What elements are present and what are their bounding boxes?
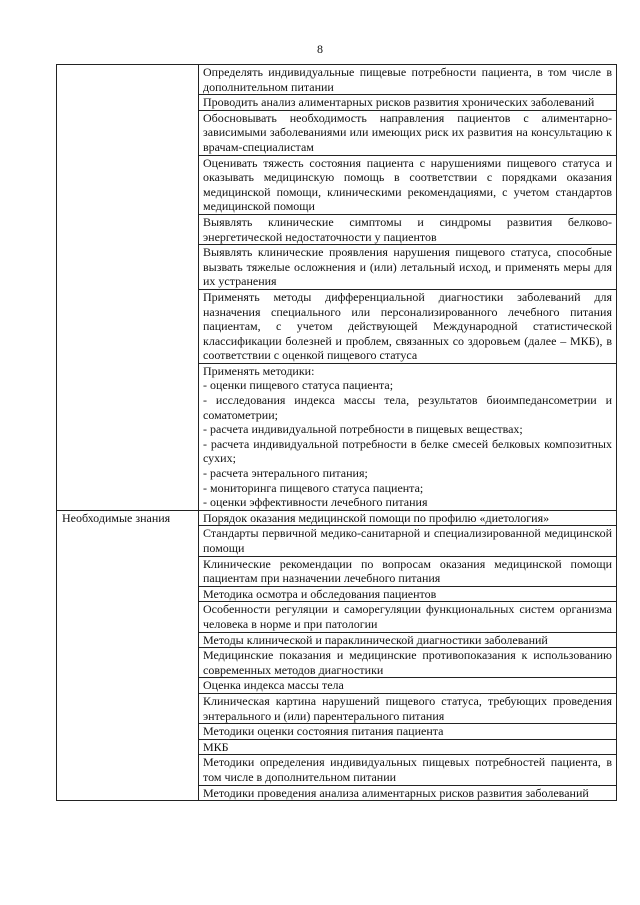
method-line: - исследования индекса массы тела, результатов биоимпедансометрии и соматометрии; xyxy=(203,393,612,422)
skill-item: Оценивать тяжесть состояния пациента с нарушениями пищевого статуса и оказывать медицинскую помощь в соответствии с порядками оказания медицинской помощи, клиническими рекомендациями, с учетом стандартов медицинской помощи xyxy=(199,155,617,214)
method-line: - расчета индивидуальной потребности в белке смесей белковых композитных сухих; xyxy=(203,436,612,466)
page-number: 8 xyxy=(317,42,323,56)
knowledge-item: МКБ xyxy=(199,739,617,755)
methods-cell xyxy=(199,363,617,510)
method-line: - мониторинга пищевого статуса пациента; xyxy=(203,480,424,495)
method-line: - оценки пищевого статуса пациента; xyxy=(203,378,394,393)
method-line: - расчета энтерального питания; xyxy=(203,466,368,481)
knowledge-item: Особенности регуляции и саморегуляции функциональных систем организма человека в норме и при патологии xyxy=(199,602,617,632)
knowledge-item: Стандарты первичной медико-санитарной и специализированной медицинской помощи xyxy=(199,526,617,556)
skills-label-cell xyxy=(57,65,199,511)
knowledge-item: Методика осмотра и обследования пациентов xyxy=(199,586,617,602)
method-line: - оценки эффективности лечебного питания xyxy=(203,495,428,510)
knowledge-item: Оценка индекса массы тела xyxy=(199,678,617,694)
knowledge-item: Клинические рекомендации по вопросам оказания медицинской помощи пациентам при назначении лечебного питания xyxy=(199,556,617,586)
skill-item: Определять индивидуальные пищевые потребности пациента, в том числе в дополнительном питании xyxy=(199,65,617,95)
skill-item: Выявлять клинические проявления нарушения пищевого статуса, способные вызвать тяжелые осложнения и (или) летальный исход, и применять меры для их устранения xyxy=(199,245,617,290)
knowledge-item: Методики проведения анализа алиментарных рисков развития заболеваний xyxy=(199,785,617,801)
skill-item: Применять методы дифференциальной диагностики заболеваний для назначения специального или персонализированного лечебного питания пациентам, с учетом действующей Международной статистической классификации болезней и проблем, связанных со здоровьем (далее – МКБ), в соответствии с оценкой пищевого статуса xyxy=(199,289,617,363)
knowledge-label-cell: Необходимые знания xyxy=(57,510,199,800)
knowledge-item: Порядок оказания медицинской помощи по профилю «диетология» xyxy=(199,510,617,526)
table-row xyxy=(57,65,617,95)
knowledge-item: Медицинские показания и медицинские противопоказания к использованию современных методов диагностики xyxy=(199,648,617,678)
method-line: - расчета индивидуальной потребности в пищевых веществах; xyxy=(203,422,523,437)
table-row xyxy=(57,510,617,526)
methods-title: Применять методики: xyxy=(203,363,315,378)
skill-item: Обосновывать необходимость направления пациентов с алиментарно-зависимыми заболеваниями или имеющих риск их развития на консультацию к врачам-специалистам xyxy=(199,110,617,155)
competency-table xyxy=(56,64,617,801)
skill-item: Проводить анализ алиментарных рисков развития хронических заболеваний xyxy=(199,95,617,111)
knowledge-item: Клиническая картина нарушений пищевого статуса, требующих проведения энтерального и (или) парентерального питания xyxy=(199,693,617,723)
knowledge-item: Методики определения индивидуальных пищевых потребностей пациента, в том числе в дополнительном питании xyxy=(199,755,617,785)
knowledge-item: Методы клинической и параклинической диагностики заболеваний xyxy=(199,632,617,648)
knowledge-item: Методики оценки состояния питания пациента xyxy=(199,724,617,740)
skill-item: Выявлять клинические симптомы и синдромы развития белково-энергетической недостаточности у пациентов xyxy=(199,214,617,244)
